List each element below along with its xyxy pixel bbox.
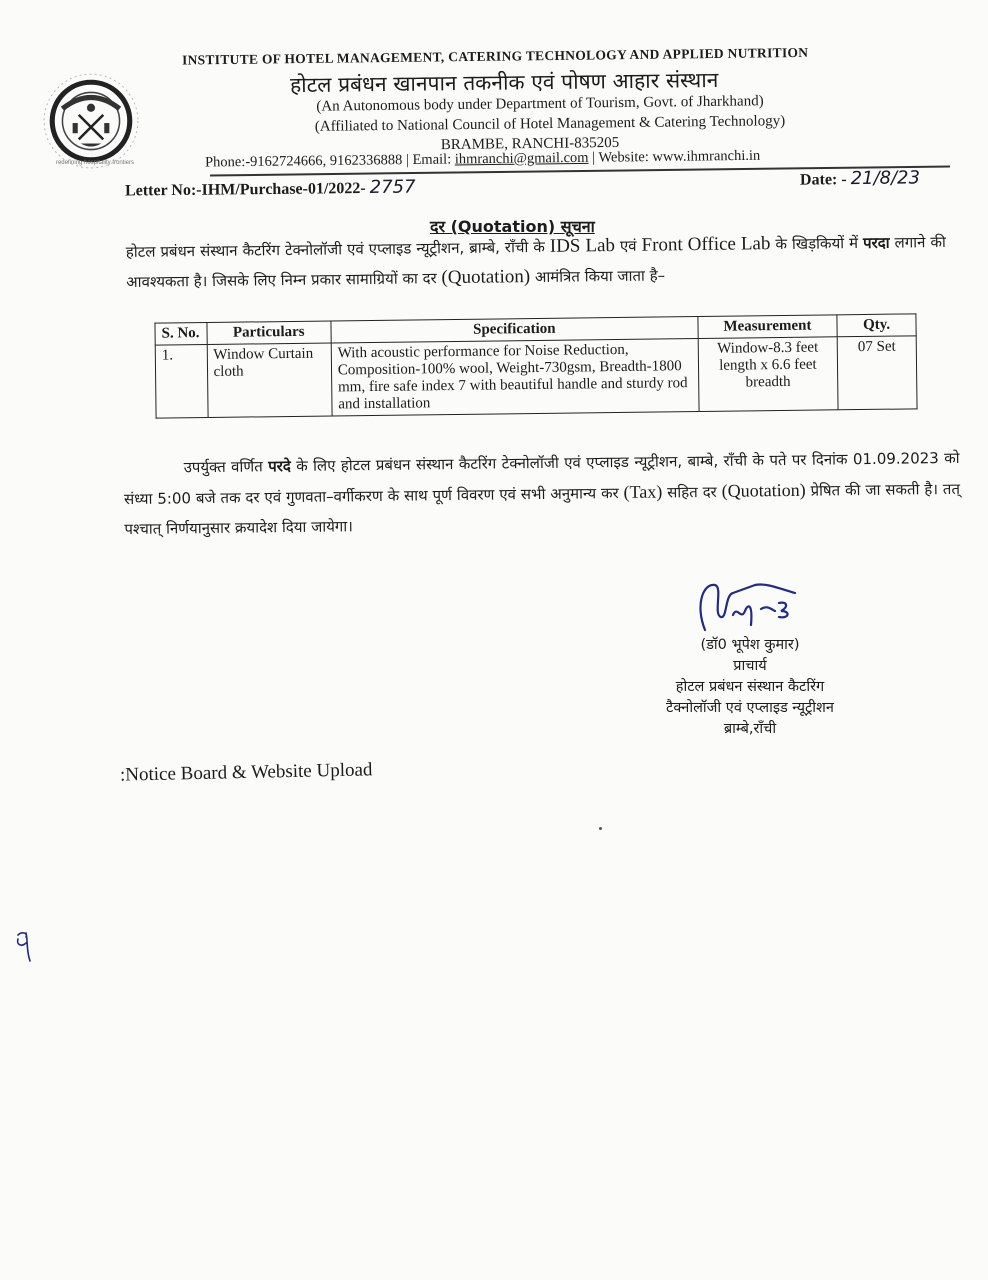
header-measurement: Measurement [698, 315, 838, 339]
address-line: BRAMBE, RANCHI-835205 [440, 134, 620, 154]
para1-text: होटल प्रबंधन संस्थान कैटरिंग टेक्नोलॉजी एवं एप्लाइड न्यूट्रीशन, ब्राम्बे, राँची के [125, 237, 550, 262]
cell-sno: 1. [155, 345, 207, 419]
signatory-designation: प्राचार्य [733, 658, 767, 674]
logo-tagline: redefining hospitality frontiers [55, 160, 135, 166]
cell-measurement: Window-8.3 feet length x 6.6 feet breadth [698, 337, 838, 412]
header-qty: Qty. [837, 314, 916, 337]
cell-particulars: Window Curtain cloth [207, 343, 332, 418]
submission-paragraph [123, 443, 960, 544]
signatory-org-line2: टैक्नोलॉजी एवं एप्लाइड न्यूट्रीशन [666, 700, 834, 716]
signatory-org-line3: ब्राम्बे,राँची [723, 721, 777, 737]
para2-text: उपर्युक्त वर्णित [183, 457, 269, 477]
date-handwritten: 21/8/23 [850, 167, 921, 190]
signature-block [600, 575, 900, 740]
para2-text: प्रेषित की जा सकती है। तत् पश्चात् निर्णयानुसार क्रयादेश दिया जायेगा। [124, 479, 961, 539]
email-link[interactable]: ihmranchi@gmail.com [454, 149, 589, 168]
phone-text: Phone:-9162724666, 9162336888 | Email: [204, 151, 455, 171]
para1-text: आमंत्रित किया जाता है– [530, 266, 666, 287]
header-sno: S. No. [155, 323, 207, 346]
date-label: Date: - [799, 171, 851, 189]
letter-number-handwritten: 2757 [369, 176, 416, 198]
institute-name-english: INSTITUTE OF HOTEL MANAGEMENT, CATERING TECHNOLOGY AND APPLIED NUTRITION [181, 44, 809, 68]
margin-handwritten-mark [12, 925, 42, 965]
notice-title: दर (Quotation) सूचना [430, 217, 595, 236]
para2-text: के लिए होटल प्रबंधन संस्थान कैटरिंग टेक्नोलॉजी एवं एप्लाइड न्यूट्रीशन, बाम्बे, राँची के पते पर दिनांक 01.09.2023 को संध्या 5:00 बजे तक दर एवं गुणवता–वर्गीकरण के साथ पूर्ण विवरण एवं सभी अनुमान्य कर [123, 448, 960, 509]
website-text: | Website: www.ihmranchi.in [588, 147, 761, 166]
letter-number-label: Letter No:-IHM/Purchase-01/2022- [124, 179, 370, 200]
para1-bold-curtain: परदा [862, 233, 890, 253]
copy-to-line: :Notice Board & Website Upload [119, 759, 373, 786]
para2-text: सहित दर [662, 482, 722, 502]
header-particulars: Particulars [206, 321, 331, 345]
para1-lab1: IDS Lab [549, 235, 616, 257]
para1-text: एवं [614, 236, 642, 256]
para1-lab2: Front Office Lab [641, 233, 771, 256]
para1-quotation: (Quotation) [441, 266, 531, 289]
cell-qty: 07 Set [837, 336, 917, 410]
para1-text: के खिड़कियों में [770, 234, 864, 254]
speck [599, 827, 602, 830]
signatory-name: (डॉ0 भूपेश कुमार) [700, 637, 800, 653]
para1-text: लगाने की आवश्यकता है। जिसके लिए निम्न प्रकार सामाग्रियों का दर [126, 232, 946, 292]
para2-quotation: (Quotation) [721, 479, 806, 501]
header-specification: Specification [331, 317, 698, 343]
institute-logo [40, 70, 142, 172]
specification-table [154, 313, 917, 418]
letter-date [800, 167, 920, 189]
table-row [155, 336, 917, 418]
signatory-org-line1: होटल प्रबंधन संस्थान कैटरिंग [675, 679, 825, 695]
para2-bold-curtains: परदे [268, 457, 291, 476]
intro-paragraph [126, 227, 947, 297]
letter-number [125, 176, 416, 200]
cell-specification: With acoustic performance for Noise Reduction, Composition-100% wool, Weight-730gsm, Breadth-1800 mm, fire safe index 7 with beautiful handle and sturdy rod and installation [331, 339, 699, 416]
signature-scribble [675, 575, 825, 635]
institute-name-hindi: होटल प्रबंधन खानपान तकनीक एवं पोषण आहार संस्थान [289, 67, 719, 98]
autonomous-line: (An Autonomous body under Department of Tourism, Govt. of Jharkhand) [316, 93, 764, 115]
affiliation-line: (Affiliated to National Council of Hotel Management & Catering Technology) [314, 113, 786, 135]
para2-tax: (Tax) [623, 481, 663, 503]
